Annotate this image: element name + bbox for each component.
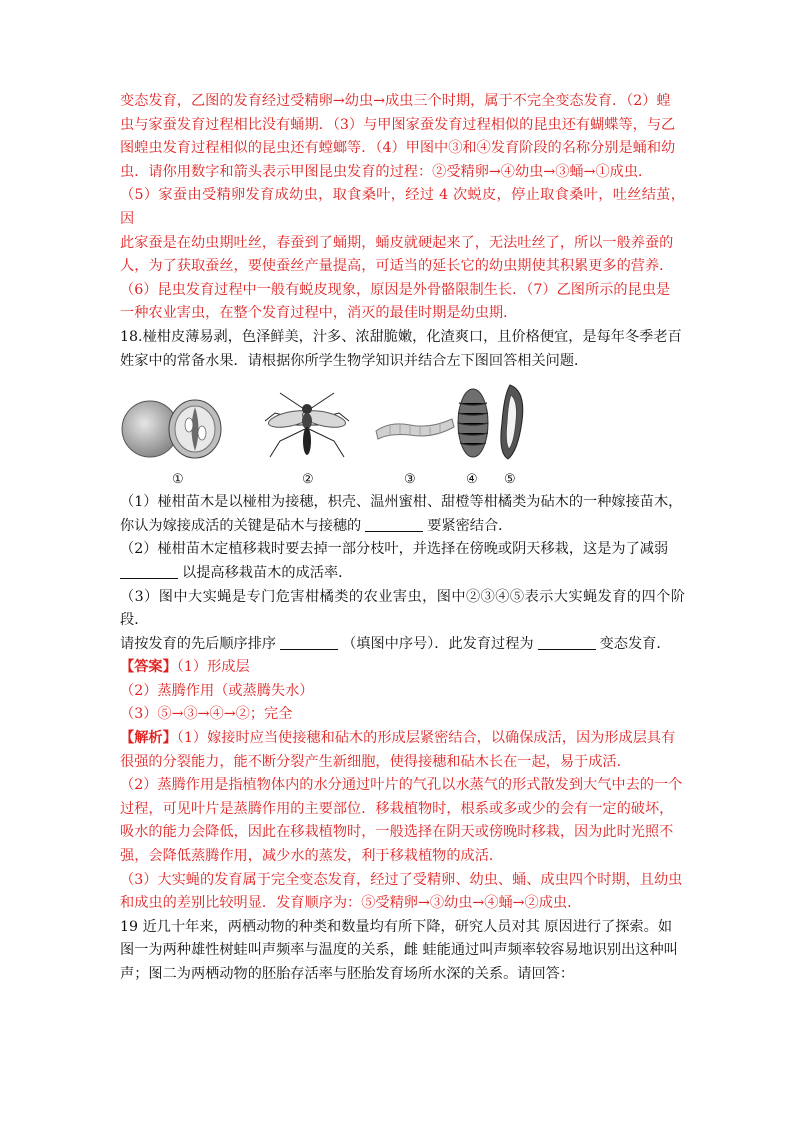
egg-image: [492, 381, 532, 480]
question-18: [120, 326, 685, 916]
text-line: 一种农业害虫，在整个发育过程中，消灭的最佳时期是幼虫期．: [120, 305, 518, 322]
analysis-line: （2）蒸腾作用是指植物体内的水分通过叶片的气孔以水蒸气的形式散发到大气中去的一个: [120, 777, 683, 794]
analysis-line: 吸水的能力会降低，因此在移栽植物时，一般选择在阴天或傍晚时移栽，因为此时光照不: [120, 824, 674, 841]
analysis-line: 很强的分裂能力，能不断分裂产生新细胞，使得接穗和砧木长在一起，易于成活．: [120, 753, 631, 770]
figure-label-3: ③: [404, 471, 416, 487]
text-line: （5）家蚕由受精卵发育成幼虫，取食桑叶，经过 4 次蜕皮，停止取食桑叶，吐丝结茧，因: [120, 187, 685, 227]
figure-label-4: ④: [466, 471, 478, 487]
figure-label-5: ⑤: [504, 471, 516, 487]
analysis-line: 和成虫的差别比较明显．发育顺序为：⑤受精卵→③幼虫→④蛹→②成虫．: [120, 895, 582, 912]
text-line: 虫．请你用数字和箭头表示甲图昆虫发育的过程：②受精卵→④幼虫→③蛹→①成虫．: [120, 163, 653, 180]
answer-line: （3）⑤→③→④→②；完全: [120, 706, 293, 723]
analysis-line: （1）嫁接时应当使接穗和砧木的形成层紧密结合，以确保成活，因为形成层具有: [176, 730, 676, 747]
question-18-part-2-cont: 以提高移栽苗木的成活率．: [120, 562, 685, 586]
pupa-image: [453, 381, 493, 480]
analysis-line: 过程，可见叶片是蒸腾作用的主要部位．移栽植物时，根系或多或少的会有一定的破坏，: [120, 800, 674, 817]
question-18-part-2: （2）椪柑苗木定植移栽时要去掉一部分枝叶，并选择在傍晚或阴天移栽，这是为了减弱: [120, 541, 669, 558]
analysis-tag: 【解析】: [120, 730, 177, 747]
adult-fly-image: [260, 381, 355, 480]
text-line: 虫与家蚕发育过程相比没有蛹期．（3）与甲图家蚕发育过程相似的昆虫还有蝴蝶等，与乙: [120, 116, 676, 133]
document-page: [120, 90, 685, 987]
question-intro: 18.椪柑皮薄易剥，色泽鲜美，汁多、浓甜脆嫩，化渣爽口，且价格便宜，是每年冬季老百: [120, 328, 682, 345]
figure-label-1: ①: [172, 471, 184, 487]
answer-blank[interactable]: [365, 517, 423, 532]
question-intro: 姓家中的常备水果．请根据你所学生物学知识并结合左下图回答相关问题．: [120, 352, 589, 369]
answer-line: （1）形成层: [176, 659, 250, 676]
text-line: 变态发育，乙图的发育经过受精卵→幼虫→成虫三个时期，属于不完全变态发育．（2）蝗: [120, 93, 671, 109]
text-line: （6）昆虫发育过程中一般有蜕皮现象，原因是外骨骼限制生长．（7）乙图所示的昆虫是: [120, 281, 671, 298]
question-18-part-3: （3）图中大实蝇是专门危害柑橘类的农业害虫，图中②③④⑤表示大实蝇发育的四个阶段．: [120, 588, 685, 629]
question-18-part-3-cont: 请按发育的先后顺序排序 （填图中序号）．此发育过程为 变态发育．: [120, 635, 671, 652]
analysis-line: （3）大实蝇的发育属于完全变态发育，经过了受精卵、幼虫、蛹、成虫四个时期，且幼虫: [120, 871, 683, 888]
text-line: 图蝗虫发育过程相似的昆虫还有螳螂等．（4）甲图中③和④发育阶段的名称分别是蛹和幼: [120, 140, 676, 157]
text-line: 19 近几十年来，两栖动物的种类和数量均有所下降，研究人员对其 原因进行了探索。如: [120, 918, 673, 935]
figure-label-2: ②: [302, 471, 314, 487]
life-cycle-figure: [120, 381, 685, 491]
text-line: 图一为两种雄性树蛙叫声频率与温度的关系，雌 蛙能通过叫声频率较容易地识别出这种叫: [120, 942, 678, 959]
answer-blank[interactable]: [120, 564, 178, 579]
answer-tag: 【答案】: [120, 659, 177, 676]
larva-image: [370, 381, 460, 480]
analysis-section: [120, 727, 685, 916]
text-line: 声；图二为两栖动物的胚胎存活率与胚胎发育场所水深的关系。请回答：: [120, 966, 575, 982]
text-line: 人，为了获取蚕丝，要使蚕丝产量提高，可适当的延长它的幼虫期使其积累更多的营养．: [120, 258, 674, 275]
citrus-fruit-image: [120, 381, 230, 480]
answer-blank[interactable]: [538, 635, 596, 650]
analysis-line: 强，会降低蒸腾作用，减少水的蒸发，利于移栽植物的成活．: [120, 848, 504, 865]
text-line: 此家蚕是在幼虫期吐丝，春蚕到了蛹期，蛹皮就硬起来了，无法吐丝了，所以一般养蚕的: [120, 234, 674, 251]
answer-blank[interactable]: [280, 635, 338, 650]
question-18-part-1-cont: 你认为嫁接成活的关键是砧木与接穗的 要紧密结合．: [120, 517, 513, 534]
previous-answer-analysis: [120, 90, 685, 326]
answer-section: [120, 656, 685, 727]
answer-line: （2）蒸腾作用（或蒸腾失水）: [120, 682, 314, 699]
question-18-part-1: （1）椪柑苗木是以椪柑为接穗，枳壳、温州蜜柑、甜橙等柑橘类为砧木的一种嫁接苗木，: [120, 494, 683, 511]
question-19: [120, 916, 685, 987]
